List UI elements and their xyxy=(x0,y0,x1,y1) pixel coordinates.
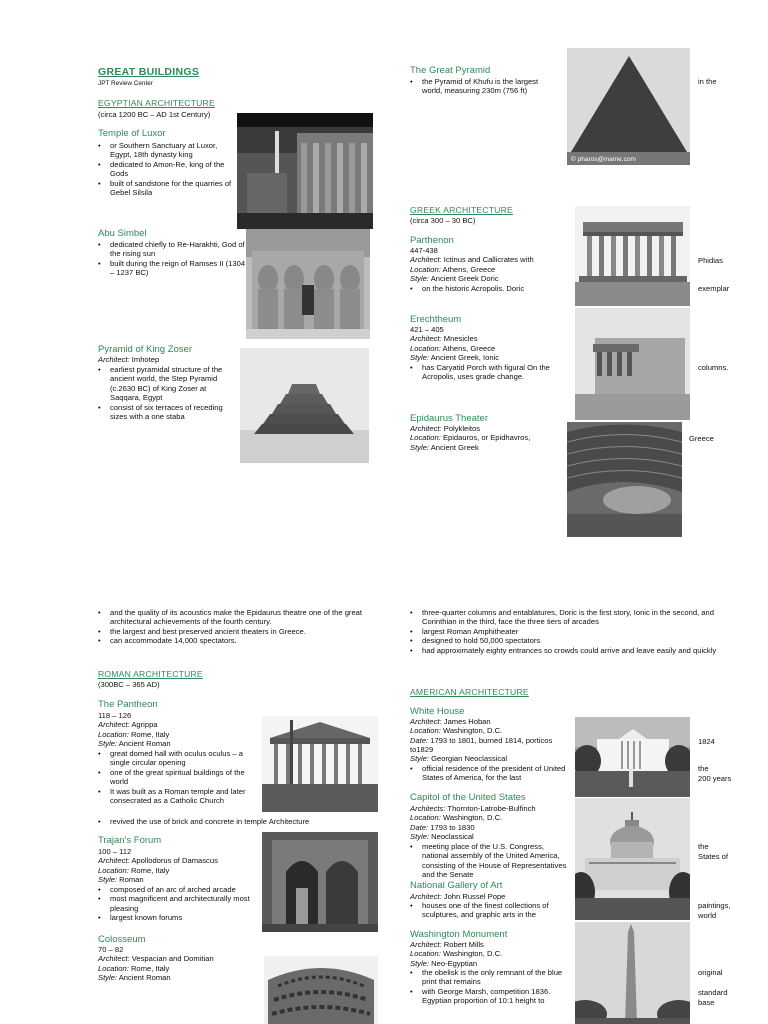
colosseum-style xyxy=(98,973,214,982)
label: Style: xyxy=(410,754,429,764)
list-item: • great domed hall with oculus oculus – a single circular opening xyxy=(98,749,256,768)
trajan-location xyxy=(98,866,218,875)
label: Location: xyxy=(98,963,129,973)
gallery-side-1: paintings, xyxy=(698,901,731,910)
list-item: • largest known forums xyxy=(98,913,258,922)
erechtheum-date: 421 – 405 xyxy=(410,325,444,334)
value: James Hoban xyxy=(441,717,491,726)
parthenon-location xyxy=(410,265,534,274)
monument-side-2: standard xyxy=(698,988,728,997)
capitol-name: Capitol of the United States xyxy=(410,792,526,803)
list-item: • composed of an arc of arched arcade xyxy=(98,885,258,894)
whitehouse-details xyxy=(410,717,570,763)
luxor-photo xyxy=(237,113,373,229)
abu-simbel-photo xyxy=(246,229,370,339)
label: Style: xyxy=(98,874,117,884)
erechtheum-style xyxy=(410,353,499,362)
capitol-bullets xyxy=(410,842,568,880)
list-item: • one of the great spiritual buildings of the world xyxy=(98,768,256,787)
monument-side-1: original xyxy=(698,968,723,977)
list-item: • largest Roman Amphitheater xyxy=(410,627,732,636)
list-item: • houses one of the finest collections of sculptures, and graphic arts in the xyxy=(410,901,570,920)
whitehouse-date xyxy=(410,736,570,755)
list-item: • the largest and best preserved ancient theaters in Greece. xyxy=(98,627,383,636)
pantheon-bullets-more xyxy=(98,817,358,826)
list-item: • the obelisk is the only remnant of the blue print that remains xyxy=(410,968,570,987)
list-item: • had approximately eighty entrances so crowds could arrive and leave easily and quickly xyxy=(410,646,732,655)
erechtheum-photo xyxy=(575,308,690,420)
value: 1793 to 1801, burned 1814, porticos to1829 xyxy=(410,735,553,754)
value: Roman xyxy=(117,874,144,884)
whitehouse-photo xyxy=(575,717,690,797)
value: Rome, Italy xyxy=(128,963,170,973)
colosseum-photo xyxy=(264,956,378,1024)
value: Rome, Italy xyxy=(128,729,170,739)
photo-credit: © pharos@iname.com xyxy=(571,156,636,163)
capitol-date xyxy=(410,823,536,832)
label: Location: xyxy=(410,264,441,274)
list-item: • with George Marsh, competition 1836. Egyptian proportion of 10:1 height to xyxy=(410,987,570,1006)
trajan-name: Trajan's Forum xyxy=(98,835,162,846)
colosseum-location xyxy=(98,964,214,973)
value: Vespacian and Domitian xyxy=(129,954,214,964)
monument-architect xyxy=(410,940,502,949)
label: Architects: xyxy=(410,804,446,813)
parthenon-details xyxy=(410,246,534,283)
erechtheum-details xyxy=(410,325,499,362)
erechtheum-architect xyxy=(410,334,499,343)
label: Architect: xyxy=(410,717,442,726)
value: Washington, D.C. xyxy=(440,813,503,823)
label: Architect: xyxy=(98,856,130,866)
great-pyramid-bullets xyxy=(410,77,560,96)
list-item: • three-quarter columns and entablatures, Doric is the first story, Ionic in the second, and Corinthian in the third, face the three tiers of arcades xyxy=(410,608,732,627)
pantheon-location xyxy=(98,730,171,739)
value: Ancient Greek, Ionic xyxy=(429,352,500,362)
erechtheum-side: columns. xyxy=(698,363,729,372)
parthenon-architect xyxy=(410,255,534,264)
epidaurus-details xyxy=(410,424,530,452)
label: Date: xyxy=(410,735,429,745)
value: Ancient Greek xyxy=(429,442,479,452)
label: Architect: xyxy=(410,334,442,344)
whitehouse-side-1: 1824 xyxy=(698,737,715,746)
zoser-name: Pyramid of King Zoser xyxy=(98,344,192,355)
colosseum-details xyxy=(98,945,214,982)
value: Georgian Neoclassical xyxy=(429,754,508,764)
label: Style: xyxy=(410,352,429,362)
value: Ancient Greek Doric xyxy=(429,273,499,283)
label: Location: xyxy=(98,729,129,739)
great-pyramid-name: The Great Pyramid xyxy=(410,65,491,76)
list-item: • on the historic Acropolis. Doric xyxy=(410,284,570,293)
label: Style: xyxy=(98,972,117,982)
value: Ancient Roman xyxy=(117,972,171,982)
washington-monument-photo xyxy=(575,922,690,1024)
value: Athens, Greece xyxy=(440,264,496,274)
parthenon-name: Parthenon xyxy=(410,235,454,246)
whitehouse-side-2: the xyxy=(698,764,709,773)
zoser-pyramid-photo xyxy=(240,348,369,463)
list-item: • most magnificent and architecturally most pleasing xyxy=(98,894,258,913)
value: Athens, Greece xyxy=(440,343,496,353)
pantheon-date: 118 – 126 xyxy=(98,711,132,720)
trajan-style xyxy=(98,875,218,884)
monument-location xyxy=(410,949,502,958)
list-item: • dedicated to Amon-Re, king of the Gods xyxy=(98,160,238,179)
gallery-name: National Gallery of Art xyxy=(410,880,503,891)
capitol-side-1: the xyxy=(698,842,709,851)
page-title: GREAT BUILDINGS xyxy=(98,66,200,78)
whitehouse-name: White House xyxy=(410,706,465,717)
pantheon-details xyxy=(98,711,171,748)
whitehouse-location xyxy=(410,726,570,735)
label: Location: xyxy=(98,865,129,875)
label: Style: xyxy=(410,958,429,968)
list-item: • consist of six terraces of receding sizes with a one staba xyxy=(98,403,236,422)
pantheon-photo xyxy=(262,716,378,812)
list-item: • designed to hold 50,000 spectators xyxy=(410,636,732,645)
label: Location: xyxy=(410,433,441,443)
pantheon-style xyxy=(98,739,171,748)
trajan-bullets xyxy=(98,885,258,923)
epidaurus-side: Greece xyxy=(689,434,714,443)
epidaurus-style xyxy=(410,443,530,452)
list-item: • or Southern Sanctuary at Luxor, Egypt, 18th dynasty king xyxy=(98,141,238,160)
parthenon-photo xyxy=(575,206,690,306)
value: Robert Mills xyxy=(441,940,484,949)
label: Style: xyxy=(410,273,429,283)
value: Epidauros, or Epidhavros, xyxy=(440,433,531,443)
list-item: • and the quality of its acoustics make the Epidaurus theatre one of the great architectural achievements of the fourth century. xyxy=(98,608,383,627)
value: Agrippa xyxy=(129,720,158,730)
label: Architect: xyxy=(410,892,442,901)
value: Thornton-Latrobe-Bulfinch xyxy=(445,804,536,813)
capitol-side-2: States of xyxy=(698,852,728,861)
gallery-architect xyxy=(410,892,505,901)
list-item: • official residence of the president of United States of America, for the last xyxy=(410,764,570,783)
label: Date: xyxy=(410,822,429,832)
value: 1793 to 1830 xyxy=(428,822,475,832)
gallery-side-2: world xyxy=(698,911,717,920)
page-subtitle: JPT Review Center xyxy=(98,80,153,87)
monument-details xyxy=(410,940,502,968)
parthenon-date: 447-438 xyxy=(410,246,438,255)
label: Style: xyxy=(410,442,429,452)
value: Rome, Italy xyxy=(128,865,170,875)
value: Ancient Roman xyxy=(117,738,171,748)
value: Washington, D.C. xyxy=(440,949,503,959)
list-item: • revived the use of brick and concrete in temple Architecture xyxy=(98,817,358,826)
whitehouse-style xyxy=(410,754,570,763)
label: Location: xyxy=(410,813,441,823)
value: Washington, D.C. xyxy=(440,726,503,736)
label: Architect: xyxy=(410,255,442,265)
capitol-details xyxy=(410,804,536,841)
trajan-date: 100 – 112 xyxy=(98,847,132,856)
monument-name: Washington Monument xyxy=(410,929,508,940)
monument-side-3: base xyxy=(698,998,715,1007)
label: Style: xyxy=(98,738,117,748)
abu-name: Abu Simbel xyxy=(98,228,147,239)
list-item: • built during the reign of Ramses II (1304 – 1237 BC) xyxy=(98,259,248,278)
label: Architect: xyxy=(98,720,130,730)
monument-style xyxy=(410,959,502,968)
greek-period: (circa 300 – 30 BC) xyxy=(410,216,476,225)
greek-heading: GREEK ARCHITECTURE xyxy=(410,205,513,215)
label: Location: xyxy=(410,343,441,353)
zoser-architect xyxy=(98,355,159,364)
colosseum-architect xyxy=(98,954,214,963)
value: Neo-Egyptian xyxy=(429,958,478,968)
epidaurus-architect xyxy=(410,424,530,433)
colosseum-date: 70 – 82 xyxy=(98,945,124,954)
whitehouse-side-3: 200 years xyxy=(698,774,732,783)
erechtheum-location xyxy=(410,344,499,353)
value: Ictinus and Callicrates with xyxy=(441,255,534,265)
label: Architect: xyxy=(410,940,442,949)
parthenon-side-1: Phidias xyxy=(698,256,723,265)
egyptian-period: (circa 1200 BC – AD 1st Century) xyxy=(98,110,211,119)
capitol-location xyxy=(410,813,536,822)
erechtheum-bullets xyxy=(410,363,575,382)
trajan-architect xyxy=(98,856,218,865)
parthenon-bullets xyxy=(410,284,570,293)
abu-bullets xyxy=(98,240,248,278)
list-item: • built of sandstone for the quarries of Gebel Silsila xyxy=(98,179,238,198)
capitol-style xyxy=(410,832,536,841)
trajan-details xyxy=(98,847,218,884)
roman-heading: ROMAN ARCHITECTURE xyxy=(98,669,203,679)
pyramid-side-text: in the xyxy=(698,77,717,86)
capitol-architect xyxy=(410,804,536,813)
monument-bullets xyxy=(410,968,570,1006)
parthenon-side-2: exemplar xyxy=(698,284,730,293)
egyptian-heading: EGYPTIAN ARCHITECTURE xyxy=(98,98,215,108)
value: Mnesicles xyxy=(441,334,478,344)
zoser-bullets xyxy=(98,365,236,421)
value: Apollodorus of Damascus xyxy=(129,856,218,866)
list-item: • dedicated chiefly to Re-Harakhti, God of the rising sun xyxy=(98,240,248,259)
epidaurus-theater-photo xyxy=(567,422,682,537)
luxor-name: Temple of Luxor xyxy=(98,128,166,139)
value: Imhotep xyxy=(129,355,160,364)
list-item: • the Pyramid of Khufu is the largest world, measuring 230m (756 ft) xyxy=(410,77,560,96)
pantheon-name: The Pantheon xyxy=(98,699,158,710)
roman-period: (300BC – 365 AD) xyxy=(98,680,160,689)
whitehouse-bullets xyxy=(410,764,570,783)
great-pyramid-photo xyxy=(567,48,690,165)
colosseum-bullets xyxy=(410,608,732,655)
trajan-forum-photo xyxy=(262,832,378,932)
epidaurus-location xyxy=(410,433,530,442)
label: Location: xyxy=(410,726,441,736)
parthenon-style xyxy=(410,274,534,283)
whitehouse-architect xyxy=(410,717,570,726)
value: Neoclassical xyxy=(429,831,474,841)
list-item: • meeting place of the U.S. Congress, national assembly of the United America, consisting of the House of Representatives and the Senate xyxy=(410,842,568,880)
epidaurus-bullets xyxy=(98,608,383,646)
american-heading: AMERICAN ARCHITECTURE xyxy=(410,687,529,697)
label: Architect: xyxy=(410,424,442,433)
value: Polykleitos xyxy=(441,424,481,433)
colosseum-name: Colosseum xyxy=(98,934,146,945)
capitol-photo xyxy=(575,798,690,920)
label: Location: xyxy=(410,949,441,959)
luxor-bullets xyxy=(98,141,238,197)
pantheon-architect xyxy=(98,720,171,729)
list-item: • It was built as a Roman temple and later consecrated as a Catholic Church xyxy=(98,787,256,806)
list-item: • has Caryatid Porch with figural On the Acropolis, uses grade change. xyxy=(410,363,575,382)
value: John Russel Pope xyxy=(441,892,506,901)
label: Style: xyxy=(410,831,429,841)
label: Architect: xyxy=(98,355,130,364)
list-item: • can accommodate 14,000 spectators. xyxy=(98,636,383,645)
list-item: • earliest pyramidal structure of the ancient world, the Step Pyramid (c.2630 BC) of King Zoser at Saqqara, Egypt xyxy=(98,365,236,403)
gallery-bullets xyxy=(410,901,570,920)
label: Architect: xyxy=(98,954,130,964)
epidaurus-name: Epidaurus Theater xyxy=(410,413,488,424)
erechtheum-name: Erechtheum xyxy=(410,314,462,325)
pantheon-bullets xyxy=(98,749,256,805)
